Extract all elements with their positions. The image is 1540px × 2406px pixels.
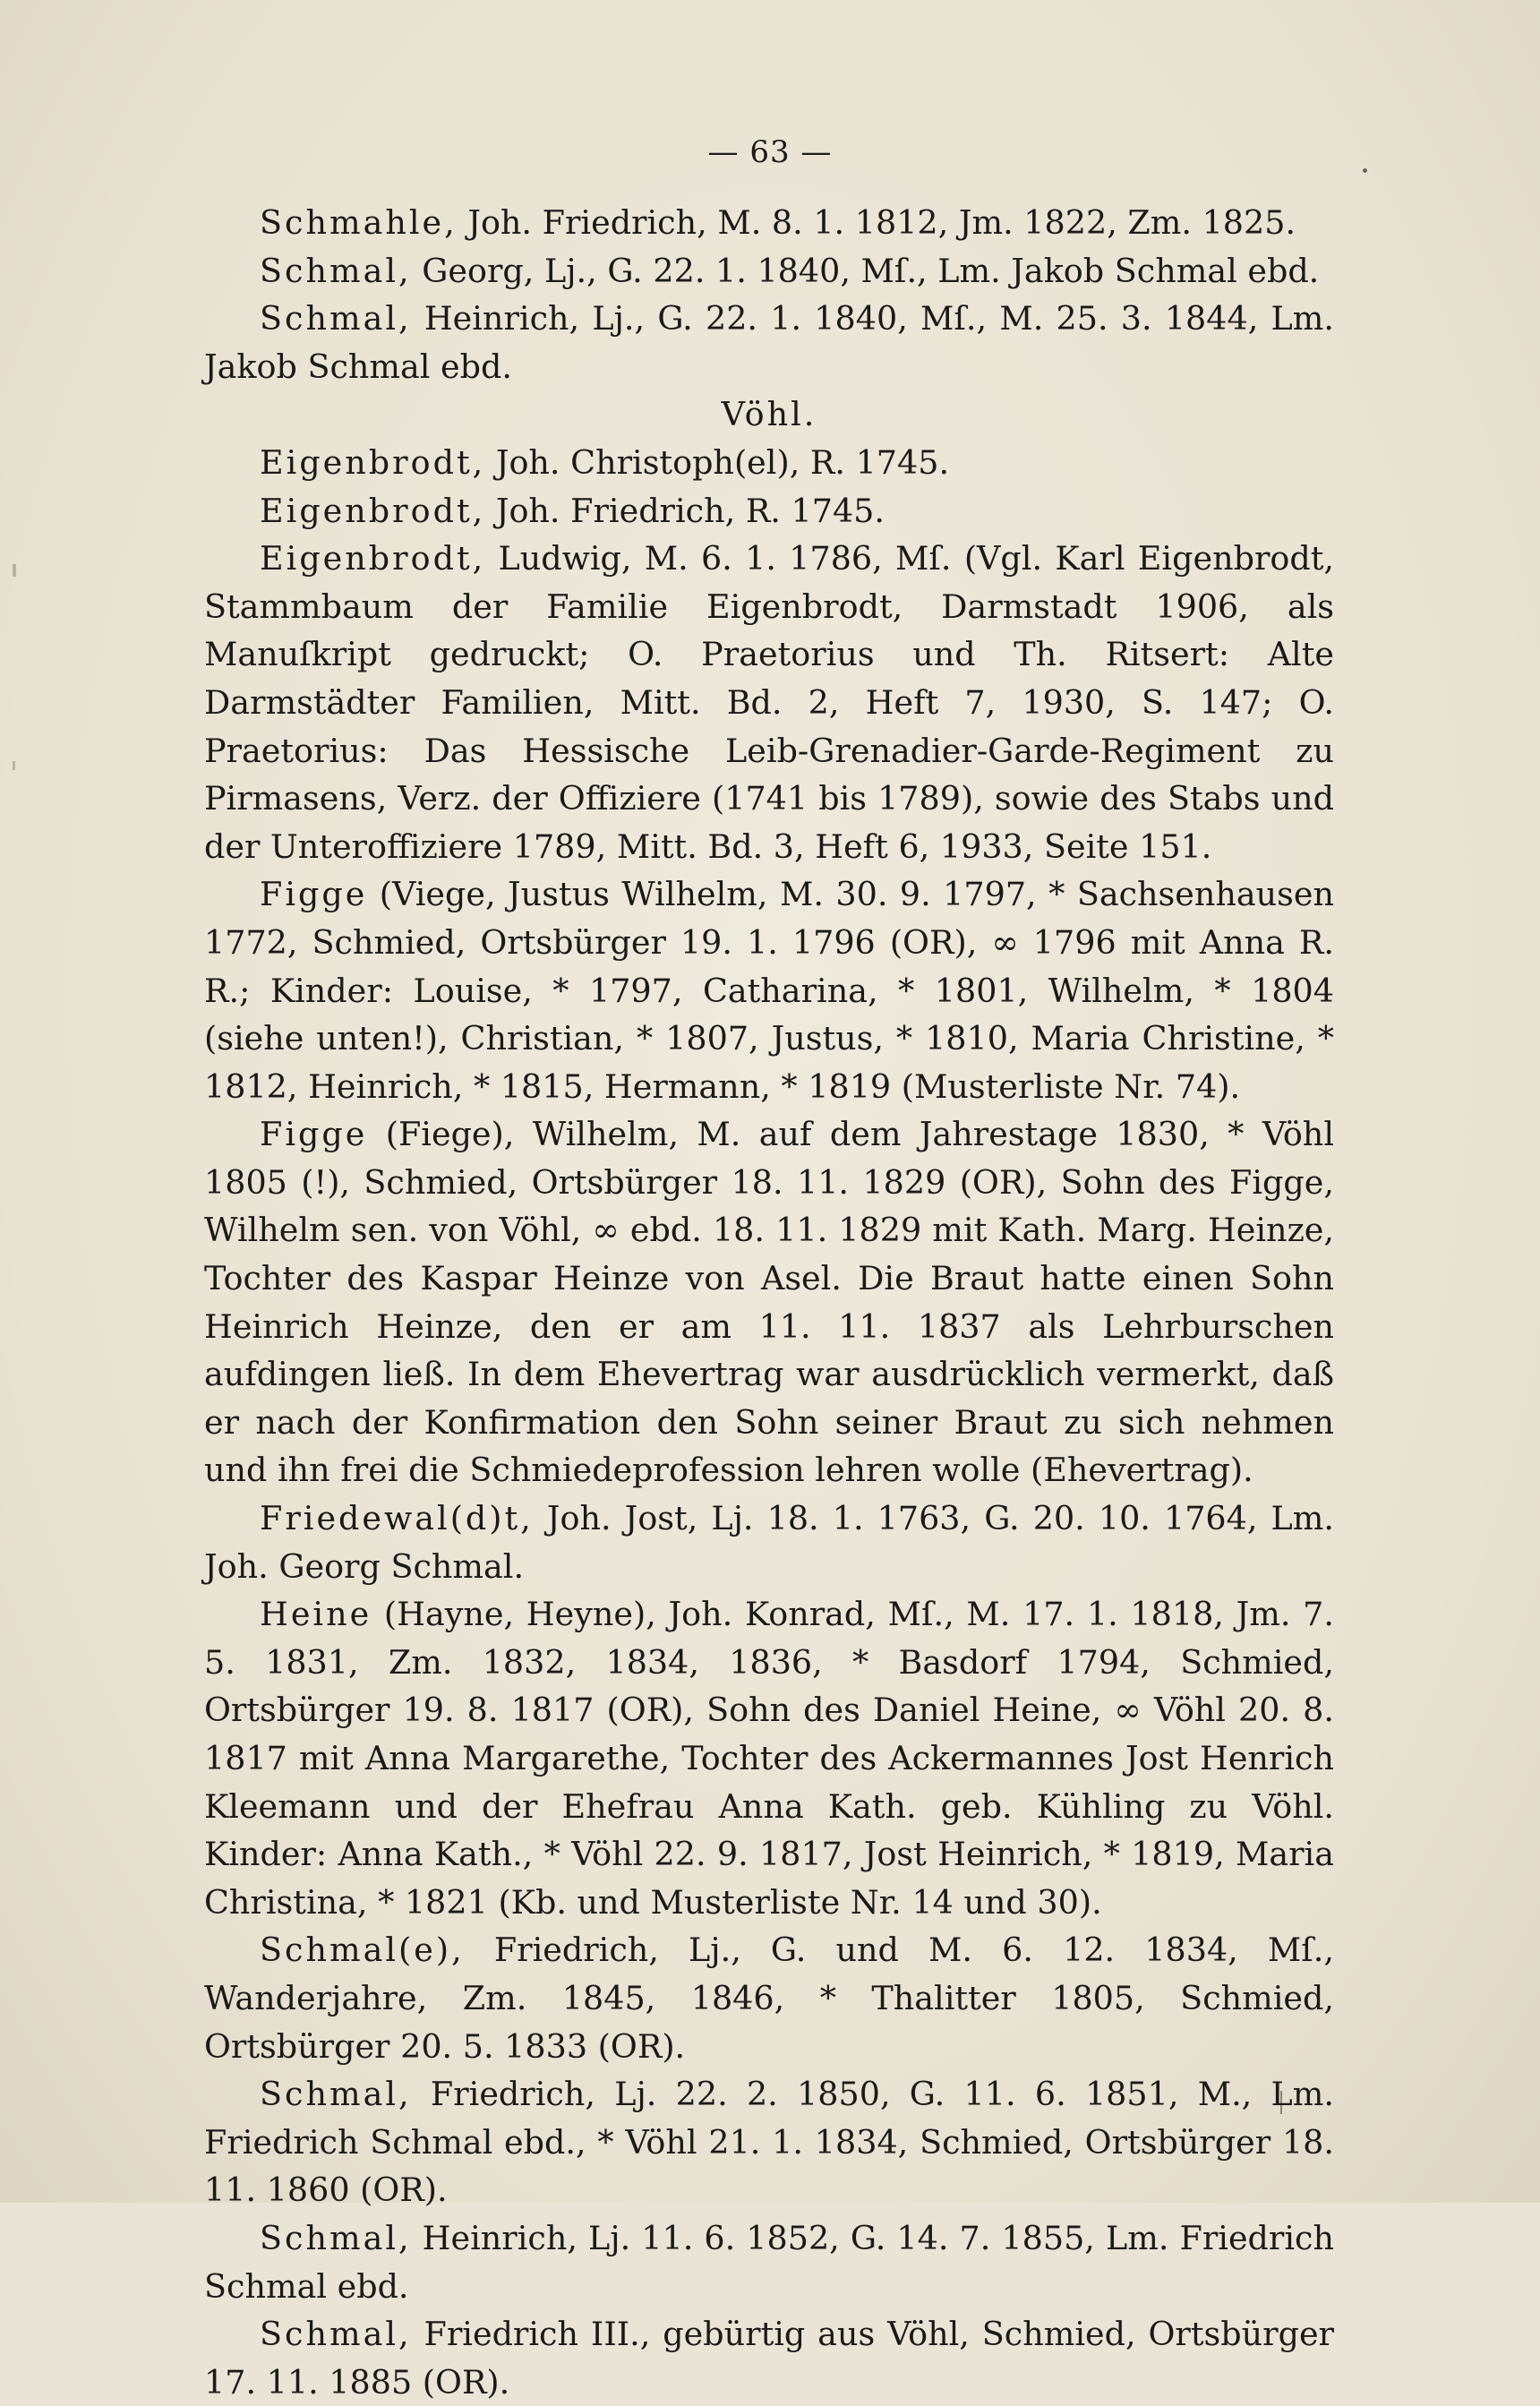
entry-paragraph [204,1494,1334,1590]
entry-name: Eigenbrodt, [260,442,486,482]
entry-paragraph [204,2310,1334,2406]
entry-name: Friedewal(d)t, [260,1499,534,1538]
entry-paragraph [204,2070,1334,2214]
entry-name: Figge [260,875,368,914]
entry-name: Schmal, [260,2218,412,2257]
entry-text: (Hayne, Heyne), Joh. Konrad, Mſ., M. 17. 1. 1818, Jm. 7. 5. 1831, Zm. 1832, 1834, 1836, * Basdorf 1794, Schmied, Ortsbürger 19. 8. 1817 (OR), Sohn des Daniel Heine, ∞ Vöhl 20. 8. 1817 mit Anna Margarethe, Tochter des Ackermannes Jost Henrich Kleemann und der Ehefrau Anna Kath. geb. Kühling zu Vöhl. Kinder: Anna Kath., * Vöhl 22. 9. 1817, Jost Heinrich, * 1819, Maria Christina, * 1821 (Kb. und Musterliste Nr. 14 und 30). [204,1595,1334,1922]
entry-name: Heine [260,1595,372,1634]
entry-paragraph [204,1926,1334,2070]
entry-paragraph [204,2214,1334,2310]
entry-text: Heinrich, Lj. 11. 6. 1852, G. 14. 7. 1855, Lm. Friedrich Schmal ebd. [204,2218,1334,2306]
entry-name: Schmal, [260,2315,412,2354]
entry-text: Heinrich, Lj., G. 22. 1. 1840, Mſ., M. 25. 3. 1844, Lm. Jakob Schmal ebd. [204,299,1334,386]
entry-paragraph [204,870,1334,1110]
entry-name: Schmahle, [260,203,458,242]
body-text [204,199,1334,2406]
section-heading: Vöhl. [721,395,817,434]
entry-paragraph [204,295,1334,390]
page-number: — 63 — [707,134,833,170]
entry-name: Schmal(e), [260,1931,465,1970]
page-speck [13,564,16,577]
entry-text: Friedrich, Lj. 22. 2. 1850, G. 11. 6. 1851, M., Lm. Friedrich Schmal ebd., * Vöhl 21. 1. 1834, Schmied, Ortsbürger 18. 11. 1860 (OR). [204,2075,1334,2210]
entry-text: (Viege, Justus Wilhelm, M. 30. 9. 1797, * Sachsenhausen 1772, Schmied, Ortsbürger 19. 1. 1796 (OR), ∞ 1796 mit Anna R. R.; Kinder: Louise, * 1797, Catharina, * 1801, Wilhelm, * 1804 (siehe unten!), Christian, * 1807, Justus, * 1810, Maria Christine, * 1812, Heinrich, * 1815, Hermann, * 1819 (Musterliste Nr. 74). [204,875,1334,1106]
entry-paragraph [204,439,1334,487]
entry-name: Schmal, [260,251,412,290]
page-speck [13,761,15,770]
entry-paragraph [204,1590,1334,1926]
entry-text: Joh. Friedrich, R. 1745. [485,491,886,530]
entry-text: Joh. Christoph(el), R. 1745. [485,442,950,482]
entry-text: (Fiege), Wilhelm, M. auf dem Jahrestage 1830, * Vöhl 1805 (!), Schmied, Ortsbürger 18. 11. 1829 (OR), Sohn des Figge, Wilhelm sen. von Vöhl, ∞ ebd. 18. 11. 1829 mit Kath. Marg. Heinze, Tochter des Kaspar Heinze von Asel. Die Braut hatte einen Sohn Heinrich Heinze, den er am 11. 11. 1837 als Lehrburschen aufdingen ließ. In dem Ehevertrag war ausdrücklich vermerkt, daß er nach der Konfirmation den Sohn seiner Braut zu sich nehmen und ihn frei die Schmiedeprofession lehren wolle (Ehevertrag). [204,1115,1334,1490]
entry-text: Joh. Friedrich, M. 8. 1. 1812, Jm. 1822, Zm. 1825. [457,203,1296,242]
page-speck [1363,168,1367,173]
entry-text: Joh. Jost, Lj. 18. 1. 1763, G. 20. 10. 1764, Lm. Joh. Georg Schmal. [204,1499,1334,1586]
entry-text: Ludwig, M. 6. 1. 1786, Mſ. (Vgl. Karl Eigenbrodt, Stammbaum der Familie Eigenbrodt, Darmstadt 1906, als Manuſkript gedruckt; O. Praetorius und Th. Ritsert: Alte Darmstädter Familien, Mitt. Bd. 2, Heft 7, 1930, S. 147; O. Praetorius: Das Hessische Leib-Grenadier-Garde-Regiment zu Pirmasens, Verz. der Offiziere (1741 bis 1789), sowie des Stabs und der Unteroffiziere 1789, Mitt. Bd. 3, Heft 6, 1933, Seite 151. [204,539,1334,866]
entry-paragraph [204,247,1334,295]
entry-name: Eigenbrodt, [260,491,486,530]
entry-paragraph [204,535,1334,870]
entry-paragraph [204,1110,1334,1494]
entry-name: Schmal, [260,2075,412,2114]
entry-text: Friedrich, Lj., G. und M. 6. 12. 1834, Mſ., Wanderjahre, Zm. 1845, 1846, * Thalitter 1805, Schmied, Ortsbürger 20. 5. 1833 (OR). [204,1931,1334,2066]
entry-name: Eigenbrodt, [260,539,486,578]
entry-paragraph [204,199,1334,247]
entry-name: Figge [260,1115,368,1154]
entry-text: Friedrich III., gebürtig aus Vöhl, Schmied, Ortsbürger 17. 11. 1885 (OR). [204,2315,1334,2402]
entry-paragraph [204,487,1334,535]
entry-name: Schmal, [260,299,412,338]
entry-text: Georg, Lj., G. 22. 1. 1840, Mſ., Lm. Jakob Schmal ebd. [411,251,1320,290]
